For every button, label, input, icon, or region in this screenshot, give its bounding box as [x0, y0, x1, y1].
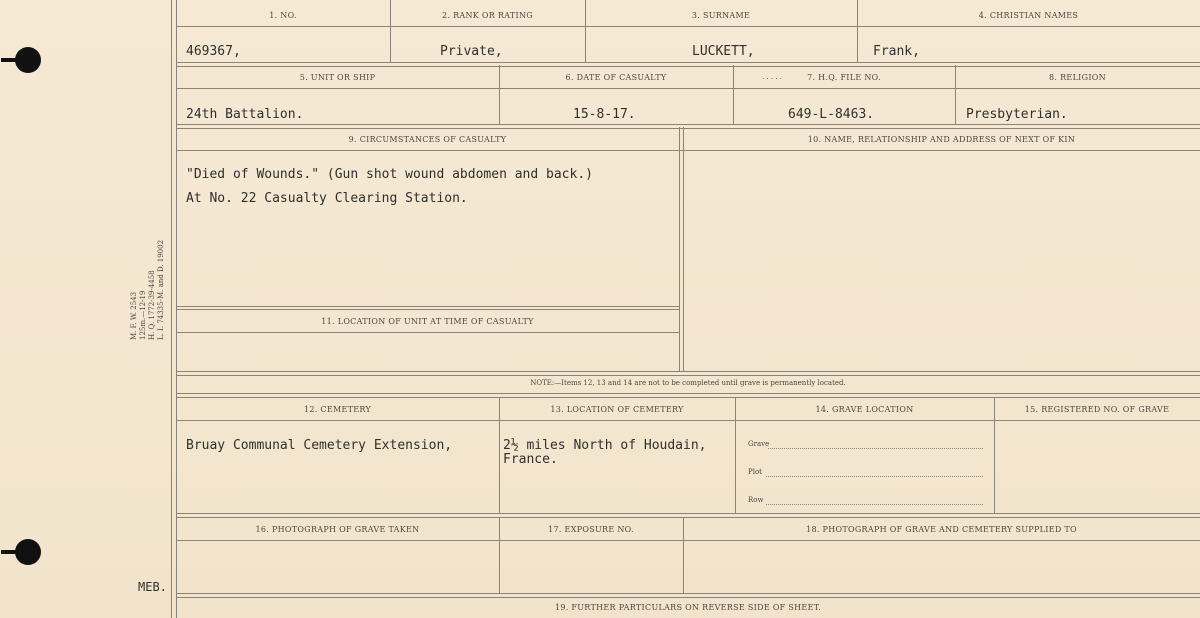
plot-dotted-line — [766, 476, 983, 477]
side-print-line-2: 125m.—12-19 — [139, 290, 147, 340]
row1-bottom-rule — [176, 62, 1200, 67]
header-grave-location: 14. GRAVE LOCATION — [815, 405, 914, 414]
row1-header-rule — [176, 26, 1200, 27]
row3-bottom-rule — [176, 371, 1200, 376]
header-hq-file: 7. H.Q. FILE NO. — [807, 73, 881, 82]
header-photograph-taken: 16. PHOTOGRAPH OF GRAVE TAKEN — [255, 525, 420, 534]
plot-label: Plot — [748, 468, 762, 476]
clerk-initials: MEB. — [138, 580, 167, 594]
header-date-of-casualty: 6. DATE OF CASUALTY — [565, 73, 667, 82]
grave-label: Grave — [748, 440, 770, 448]
surname-value: LUCKETT, — [692, 44, 755, 59]
row-dotted-line — [766, 504, 983, 505]
row4-divider-1 — [499, 397, 500, 514]
row5-bottom-rule — [176, 593, 1200, 598]
header-location-of-cemetery: 13. LOCATION OF CEMETERY — [550, 405, 684, 414]
row2-bottom-rule — [176, 124, 1200, 129]
row3-divider-b — [683, 127, 684, 372]
header-registered-no: 15. REGISTERED NO. OF GRAVE — [1024, 405, 1170, 414]
side-print-line-4: L. I. 74335-M. and D. 19002 — [157, 239, 165, 340]
note-bottom-rule — [176, 393, 1200, 398]
header-next-of-kin: 10. NAME, RELATIONSHIP AND ADDRESS OF NEXT OF KIN — [807, 135, 1076, 144]
header-christian-names: 4. CHRISTIAN NAMES — [978, 11, 1079, 20]
header-rank: 2. RANK OR RATING — [442, 11, 533, 20]
punch-hole-top — [15, 47, 41, 73]
row1-divider-3 — [857, 0, 858, 62]
row1-divider-1 — [390, 0, 391, 62]
note-text: NOTE:—Items 12, 13 and 14 are not to be completed until grave is permanently located. — [530, 379, 846, 387]
row1-divider-2 — [585, 0, 586, 62]
religion-value: Presbyterian. — [966, 107, 1068, 122]
punch-hole-bottom — [15, 539, 41, 565]
side-print — [130, 240, 166, 340]
unit-value: 24th Battalion. — [186, 107, 304, 122]
hq-file-value: 649-L-8463. — [788, 107, 875, 122]
hq-dots: . . . . . — [762, 73, 783, 81]
row3-header-rule — [176, 150, 1200, 151]
location-unit-header-rule — [176, 332, 679, 333]
row4-divider-3 — [994, 397, 995, 514]
date-value: 15-8-17. — [573, 107, 636, 122]
margin-line-outer — [171, 0, 172, 618]
location-unit-top-rule — [176, 306, 679, 307]
header-location-of-unit: 11. LOCATION OF UNIT AT TIME OF CASUALTY — [321, 317, 534, 326]
rank-value: Private, — [440, 44, 503, 59]
header-cemetery: 12. CEMETERY — [303, 405, 372, 414]
location-cemetery-line-1: 2½ miles North of Houdain, — [503, 438, 707, 453]
header-photograph-supplied: 18. PHOTOGRAPH OF GRAVE AND CEMETERY SUPPLIED TO — [806, 525, 1077, 534]
location-unit-top-rule-b — [176, 309, 679, 310]
side-print-line-3: H. Q. 1772-39-4458 — [148, 270, 156, 340]
header-unit: 5. UNIT OR SHIP — [299, 73, 376, 82]
circumstances-line-1: "Died of Wounds." (Gun shot wound abdomen and back.) — [186, 167, 593, 182]
regimental-number: 469367, — [186, 44, 241, 59]
row4-divider-2 — [735, 397, 736, 514]
row5-header-rule — [176, 540, 1200, 541]
header-religion: 8. RELIGION — [1049, 73, 1106, 82]
row-label: Row — [748, 496, 764, 504]
row4-header-rule — [176, 420, 1200, 421]
christian-names-value: Frank, — [873, 44, 920, 59]
cemetery-value: Bruay Communal Cemetery Extension, — [186, 438, 453, 453]
grave-dotted-line — [768, 448, 983, 449]
row4-bottom-rule — [176, 513, 1200, 518]
header-no: 1. NO. — [269, 11, 297, 20]
header-surname: 3. SURNAME — [691, 11, 751, 20]
location-cemetery-line-2: France. — [503, 452, 558, 467]
side-print-line-1: M. F. W. 2543 — [130, 291, 138, 340]
row2-header-rule — [176, 88, 1200, 89]
footer-further-particulars: 19. FURTHER PARTICULARS ON REVERSE SIDE OF SHEET. — [554, 603, 822, 612]
header-circumstances: 9. CIRCUMSTANCES OF CASUALTY — [348, 135, 507, 144]
row3-divider — [679, 127, 680, 372]
header-exposure-no: 17. EXPOSURE NO. — [548, 525, 634, 534]
circumstances-line-2: At No. 22 Casualty Clearing Station. — [186, 191, 468, 206]
